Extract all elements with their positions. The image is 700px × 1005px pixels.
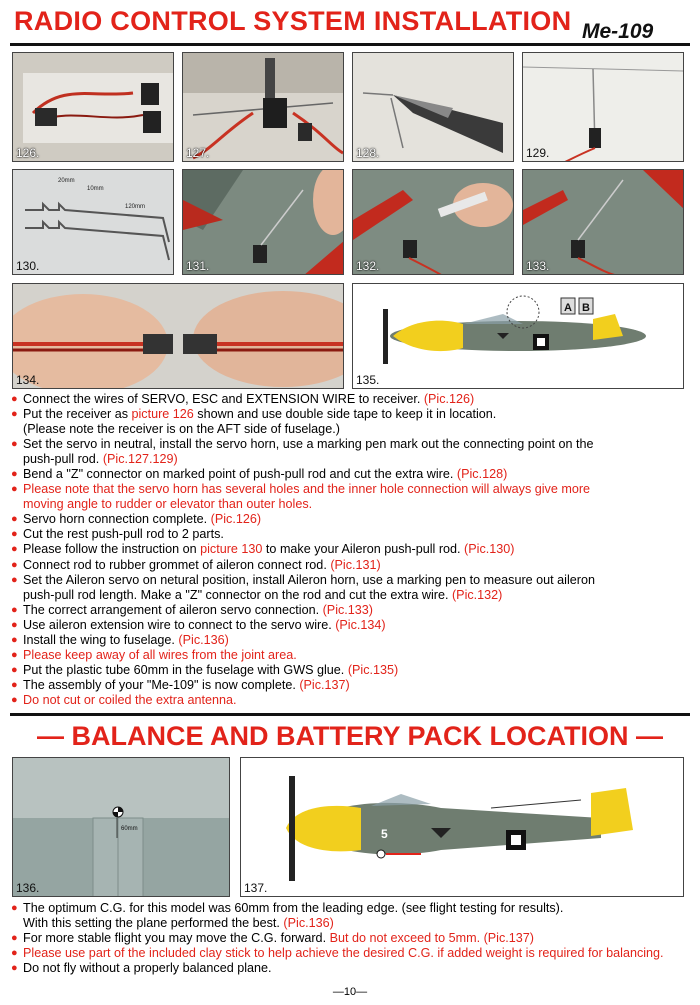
- instruction-line: [11, 392, 696, 407]
- instruction-line: [11, 618, 696, 633]
- bullet-icon: ●: [11, 947, 18, 960]
- highlight-text: picture 126: [131, 407, 194, 422]
- photo-135-caption: 135.: [356, 373, 380, 387]
- bullet-icon: ●: [11, 408, 18, 421]
- bullet-icon: ●: [11, 693, 18, 706]
- line-text: [23, 618, 386, 633]
- highlight-text: (Pic.133): [322, 602, 374, 617]
- bullet-icon: ●: [11, 528, 18, 541]
- bullet-icon: ●: [11, 902, 18, 914]
- header-rule: [10, 43, 690, 46]
- highlight-text: Please use part of the included clay stick to help achieve the desired C.G. if added weight is required for balancing.: [23, 946, 664, 961]
- photo-136-art: [13, 758, 230, 897]
- instruction-line: [11, 588, 696, 603]
- bullet-icon: ●: [11, 468, 18, 481]
- highlight-text: (Pic.135): [347, 662, 399, 677]
- line-text: [23, 693, 237, 708]
- highlight-text: picture 130: [200, 542, 263, 557]
- bullet-icon: ●: [11, 603, 18, 616]
- line-text: [23, 648, 297, 663]
- instruction-line: [11, 437, 696, 452]
- line-text: [23, 678, 350, 693]
- photo-133: [522, 169, 684, 275]
- line-text: [23, 663, 398, 678]
- bullet-icon: [11, 916, 23, 931]
- photo-137: [240, 757, 684, 897]
- photo-136-caption: 136.: [16, 881, 40, 895]
- dim-10mm: 10mm: [87, 186, 104, 192]
- highlight-text: Do not cut or coiled the extra antenna.: [23, 692, 237, 707]
- highlight-text: (Pic.128): [456, 467, 508, 482]
- line-text: [23, 931, 534, 946]
- text-segment: Connect rod to rubber grommet of aileron connect rod.: [23, 557, 331, 572]
- instruction-line: [11, 482, 696, 497]
- bullet-icon: [11, 422, 23, 437]
- bullet-icon: [11, 497, 23, 512]
- highlight-text: Please note that the servo horn has several holes and the inner hole connection will always give more: [23, 482, 591, 497]
- photo-135: [352, 283, 684, 389]
- text-segment: Cut the rest push-pull rod to 2 parts.: [23, 527, 224, 542]
- photo-128-caption: 128.: [356, 146, 380, 160]
- photo-137-caption: 137.: [244, 881, 268, 895]
- highlight-text: (Pic.131): [330, 557, 381, 572]
- bullet-icon: ●: [11, 962, 18, 975]
- line-text: [23, 437, 594, 452]
- line-text: [23, 946, 664, 961]
- line-text: [23, 467, 507, 482]
- line-text: [23, 512, 261, 527]
- tag-a: A: [564, 302, 572, 314]
- bullet-icon: ●: [11, 513, 18, 526]
- bullet-icon: ●: [11, 543, 18, 556]
- page-number: —10—: [332, 986, 368, 998]
- photo-127: [182, 52, 344, 162]
- photo-131-caption: 131.: [186, 259, 210, 273]
- text-segment: With this setting the plane performed the best.: [23, 916, 284, 931]
- line-text: [23, 422, 340, 437]
- instruction-line: [11, 573, 696, 588]
- line-text: [23, 482, 590, 497]
- text-segment: push-pull rod length. Make a "Z" connector on the rod and cut the extra wire.: [23, 587, 452, 602]
- text-segment: The optimum C.G. for this model was 60mm from the leading edge. (see flight testing for results).: [23, 901, 564, 915]
- instruction-line: [11, 527, 696, 542]
- line-text: [23, 452, 178, 467]
- instruction-line: [11, 407, 696, 422]
- instruction-line: [11, 467, 696, 482]
- instruction-line: [11, 542, 696, 557]
- balance-line: [11, 931, 696, 946]
- line-text: [23, 392, 474, 407]
- instruction-line: [11, 603, 696, 618]
- text-segment: The correct arrangement of aileron servo connection.: [23, 602, 323, 617]
- photo-134-caption: 134.: [16, 373, 40, 387]
- highlight-text: But do not exceed to 5mm. (Pic.137): [329, 931, 534, 946]
- bullet-icon: ●: [11, 483, 18, 496]
- instruction-line: [11, 678, 696, 693]
- highlight-text: (Pic.126): [423, 392, 475, 406]
- line-text: [23, 407, 496, 422]
- bullet-icon: ●: [11, 648, 18, 661]
- instruction-line: [11, 633, 696, 648]
- dim-120mm: 120mm: [125, 204, 146, 210]
- line-text: [23, 542, 514, 557]
- aircraft-number: 5: [381, 827, 388, 841]
- bullet-icon: ●: [11, 663, 18, 676]
- text-segment: For more stable flight you may move the C.G. forward.: [23, 931, 330, 946]
- highlight-text: (Pic.134): [335, 617, 386, 632]
- line-text: [23, 497, 312, 512]
- text-segment: Use aileron extension wire to connect to the servo wire.: [23, 617, 336, 632]
- text-segment: Install the wing to fuselage.: [23, 632, 179, 647]
- balance-line: [11, 946, 696, 961]
- bullet-icon: ●: [11, 932, 18, 945]
- highlight-text: (Pic.136): [283, 916, 334, 931]
- section-title-balance: — BALANCE AND BATTERY PACK LOCATION —: [37, 721, 663, 751]
- highlight-text: (Pic.127.129): [102, 452, 178, 467]
- instruction-line: [11, 648, 696, 663]
- photo-132: [352, 169, 514, 275]
- instruction-line: [11, 558, 696, 573]
- instruction-line: [11, 512, 696, 527]
- line-text: [23, 527, 224, 542]
- text-segment: Put the plastic tube 60mm in the fuselage with GWS glue.: [23, 662, 348, 677]
- photo-126: [12, 52, 174, 162]
- photo-135-art: [353, 284, 684, 389]
- instruction-line: [11, 452, 696, 467]
- bullet-icon: ●: [11, 633, 18, 646]
- bullet-icon: [11, 452, 23, 467]
- bullet-icon: ●: [11, 393, 18, 405]
- text-segment: shown and use double side tape to keep it in location.: [193, 407, 497, 422]
- text-segment: The assembly of your "Me-109" is now complete.: [23, 677, 300, 692]
- text-segment: Set the Aileron servo on netural position, install Aileron horn, use a marking pen to measure out aileron: [23, 572, 595, 587]
- highlight-text: (Pic.137): [299, 677, 350, 692]
- balance-line: [11, 961, 696, 976]
- photo-127-caption: 127.: [186, 146, 210, 160]
- balance-list: [11, 901, 696, 976]
- instruction-line: [11, 663, 696, 678]
- photo-130-caption: 130.: [16, 259, 40, 273]
- bullet-icon: ●: [11, 558, 18, 571]
- text-segment: Set the servo in neutral, install the servo horn, use a marking pen mark out the connecting point on the: [23, 437, 594, 452]
- line-text: [23, 961, 272, 976]
- instruction-line: [11, 422, 696, 437]
- line-text: [23, 633, 229, 648]
- tag-b: B: [582, 302, 590, 314]
- photo-134: [12, 283, 344, 389]
- text-segment: (Please note the receiver is on the AFT side of fuselage.): [23, 422, 340, 437]
- dim-20mm: 20mm: [58, 178, 75, 184]
- highlight-text: (Pic.132): [451, 587, 503, 602]
- highlight-text: Please keep away of all wires from the joint area.: [23, 647, 297, 662]
- highlight-text: (Pic.126): [210, 512, 262, 527]
- bullet-icon: ●: [11, 438, 18, 451]
- dim-60mm: 60mm: [121, 826, 138, 832]
- text-segment: Put the receiver as: [23, 407, 132, 422]
- instruction-list: [11, 392, 696, 708]
- line-text: [23, 603, 373, 618]
- photo-136: [12, 757, 230, 897]
- model-name: Me-109: [582, 20, 654, 43]
- highlight-text: (Pic.136): [178, 632, 229, 647]
- photo-134-art: [13, 284, 344, 389]
- line-text: [23, 916, 334, 931]
- photo-129-caption: 129.: [526, 146, 550, 160]
- photo-133-caption: 133.: [526, 259, 550, 273]
- photo-126-caption: 126.: [16, 146, 40, 160]
- page-title: RADIO CONTROL SYSTEM INSTALLATION: [14, 6, 572, 36]
- balance-line: [11, 916, 696, 931]
- photo-137-art: [241, 758, 684, 897]
- photo-130: [12, 169, 174, 275]
- instruction-line: [11, 497, 696, 512]
- text-segment: Connect the wires of SERVO, ESC and EXTENSION WIRE to receiver.: [23, 392, 424, 406]
- instruction-line: [11, 693, 696, 708]
- photo-128: [352, 52, 514, 162]
- bullet-icon: ●: [11, 618, 18, 631]
- photo-132-caption: 132.: [356, 259, 380, 273]
- line-text: [23, 588, 502, 603]
- text-segment: Do not fly without a properly balanced plane.: [23, 961, 272, 976]
- bullet-icon: [11, 588, 23, 603]
- text-segment: Bend a "Z" connector on marked point of push-pull rod and cut the extra wire.: [23, 467, 457, 482]
- section-rule: [10, 713, 690, 716]
- highlight-text: moving angle to rudder or elevator than outer holes.: [23, 497, 313, 512]
- balance-line: [11, 901, 696, 916]
- line-text: [23, 901, 563, 916]
- photo-129: [522, 52, 684, 162]
- bullet-icon: ●: [11, 573, 18, 586]
- text-segment: Please follow the instruction on: [23, 542, 201, 557]
- text-segment: push-pull rod.: [23, 452, 103, 467]
- line-text: [23, 558, 381, 573]
- text-segment: Servo horn connection complete.: [23, 512, 211, 527]
- highlight-text: (Pic.130): [464, 542, 515, 557]
- bullet-icon: ●: [11, 678, 18, 691]
- text-segment: to make your Aileron push-pull rod.: [262, 542, 465, 557]
- line-text: [23, 573, 595, 588]
- photo-131: [182, 169, 344, 275]
